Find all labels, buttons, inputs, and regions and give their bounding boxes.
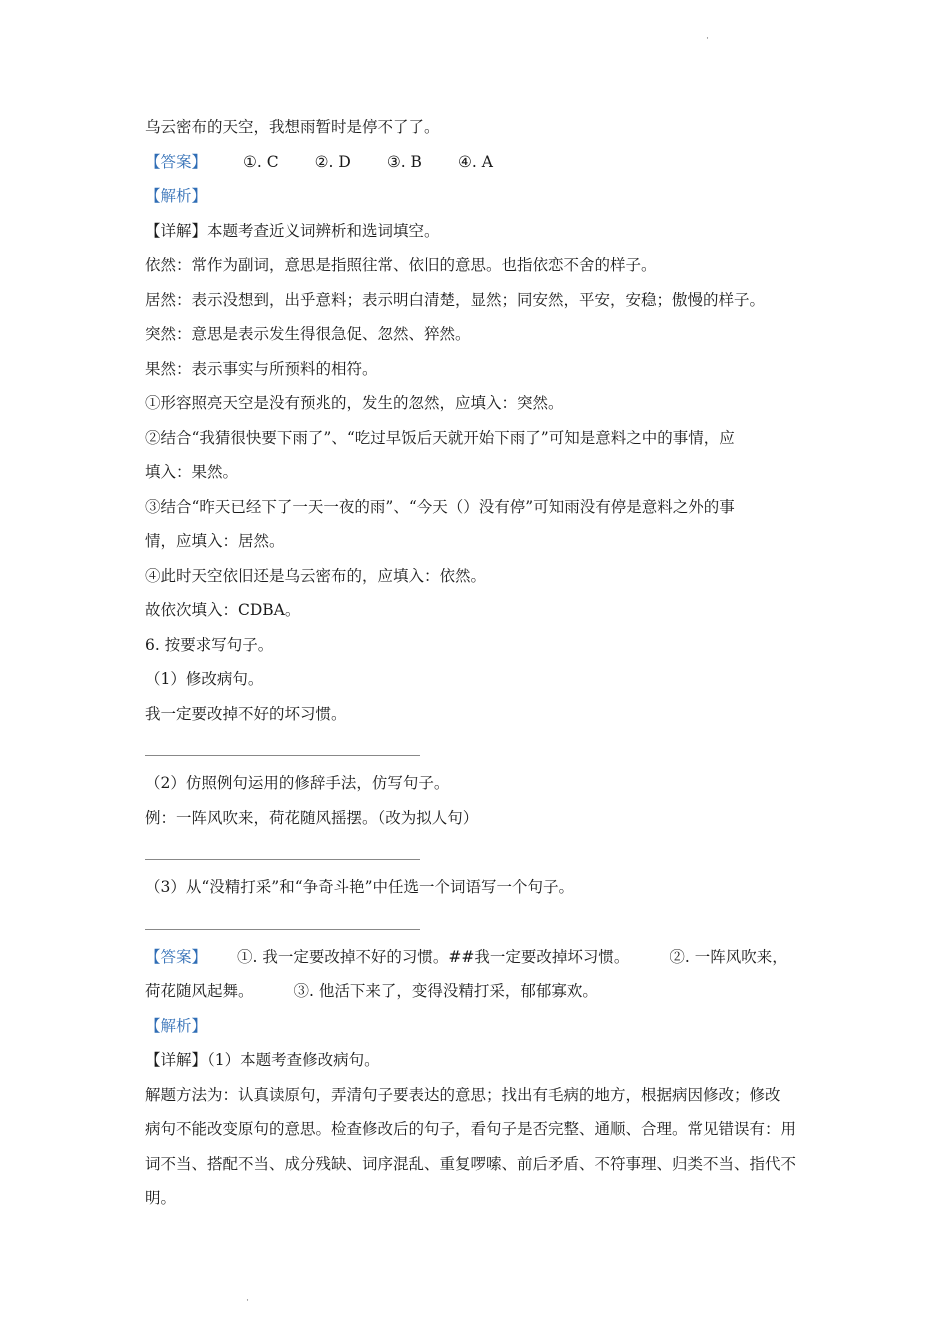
answer-item: ②. 一阵风吹来，	[669, 947, 788, 966]
answer-blank-1[interactable]	[145, 731, 420, 756]
question-6-2: （2）仿照例句运用的修辞手法，仿写句子。	[145, 774, 450, 792]
answer-tag: 【答案】	[145, 947, 208, 966]
definition-juran: 居然：表示没想到，出乎意料；表示明白清楚，显然；同安然，平安，安稳；傲慢的样子。	[145, 290, 766, 309]
explain-1: ①形容照亮天空是没有预兆的，发生的忽然，应填入：突然。	[145, 394, 564, 412]
explain-2a: ②结合“我猜很快要下雨了”、“吃过早饭后天就开始下雨了”可知是意料之中的事情，应	[145, 428, 735, 447]
question-6-1-text: 我一定要改掉不好的坏习惯。	[145, 704, 347, 723]
answer-item: ②. D	[314, 152, 351, 171]
answer-item: ③. B	[386, 152, 422, 171]
definition-turan: 突然：意思是表示发生得很急促、忽然、猝然。	[145, 325, 471, 343]
question-6-1: （1）修改病句。	[145, 670, 264, 688]
question-6: 6. 按要求写句子。	[145, 635, 274, 654]
analysis-tag: 【解析】	[145, 1016, 208, 1035]
analysis-tag: 【解析】	[145, 187, 208, 205]
definition-yiran: 依然：常作为副词，意思是指照往常、依旧的意思。也指依恋不舍的样子。	[145, 256, 657, 274]
detail-line: 【详解】本题考查近义词辨析和选词填空。	[145, 221, 440, 240]
top-mark: ˙	[705, 37, 710, 48]
method-line: 明。	[145, 1189, 177, 1207]
definition-guoran: 果然：表示事实与所预料的相符。	[145, 359, 378, 378]
answer-tag: 【答案】	[145, 152, 208, 171]
document-body	[145, 110, 810, 1216]
question-6-2-text: 例：一阵风吹来，荷花随风摇摆。（改为拟人句）	[145, 808, 479, 827]
text-line: 乌云密布的天空，我想雨暂时是停不了了。	[145, 118, 440, 136]
answer-line-3	[145, 974, 810, 1009]
question-6-3: （3）从“没精打采”和“争奇斗艳”中任选一个词语写一个句子。	[145, 878, 575, 896]
method-line: 词不当、搭配不当、成分残缺、词序混乱、重复啰嗦、前后矛盾、不符事理、归类不当、指代不	[145, 1154, 797, 1173]
detail-line: 【详解】（1）本题考查修改病句。	[145, 1051, 380, 1069]
answer-blank-3[interactable]	[145, 905, 420, 930]
explain-4: ④此时天空依旧还是乌云密布的，应填入：依然。	[145, 566, 487, 585]
answer-item: ④. A	[457, 152, 493, 171]
answer-line-2	[145, 940, 810, 975]
answer-blank-2[interactable]	[145, 835, 420, 860]
answer-item: ③. 他活下来了，变得没精打采，郁郁寡欢。	[293, 982, 598, 1000]
answer-item: ①. C	[243, 152, 279, 171]
method-line: 解题方法为：认真读原句，弄清句子要表达的意思；找出有毛病的地方，根据病因修改；修改	[145, 1085, 781, 1104]
answer-item: ①. 我一定要改掉不好的习惯。##我一定要改掉坏习惯。	[237, 947, 630, 966]
method-line: 病句不能改变原句的意思。检查修改后的句子，看句子是否完整、通顺、合理。常见错误有：用	[145, 1120, 797, 1138]
explain-2b: 填入：果然。	[145, 463, 239, 481]
explain-3a: ③结合“昨天已经下了一天一夜的雨”、“今天（）没有停”可知雨没有停是意料之外的事	[145, 497, 735, 516]
bottom-mark: ˙	[245, 1299, 250, 1310]
explain-3b: 情，应填入：居然。	[145, 532, 285, 550]
answer-item: 荷花随风起舞。	[145, 982, 254, 1000]
answer-line-1	[145, 145, 810, 180]
conclusion: 故依次填入：CDBA。	[145, 601, 301, 619]
